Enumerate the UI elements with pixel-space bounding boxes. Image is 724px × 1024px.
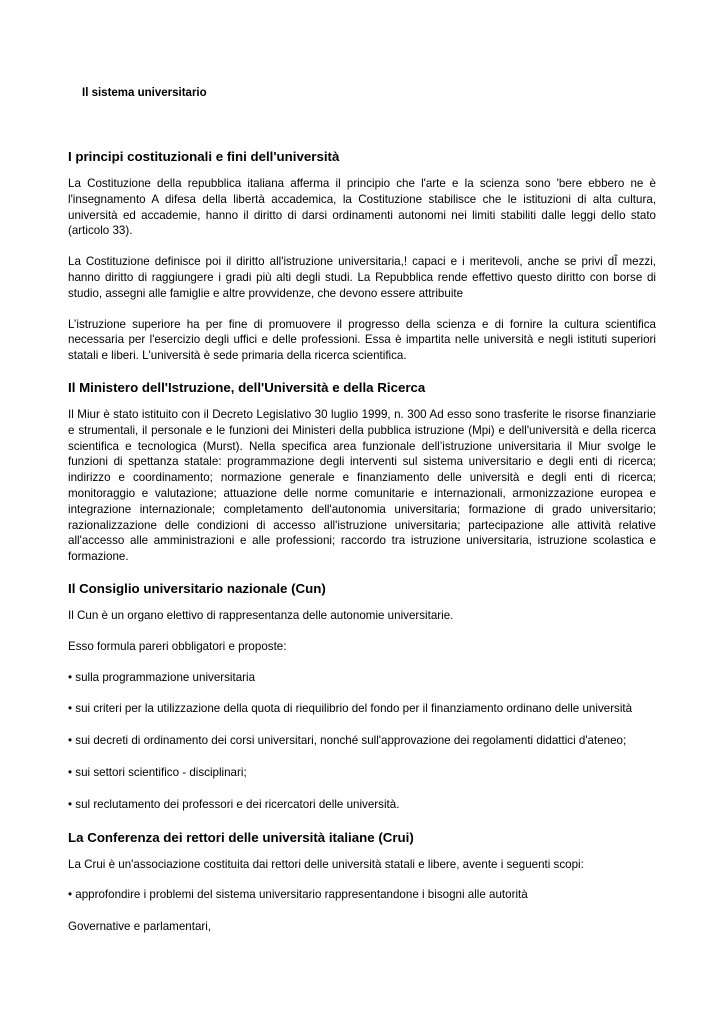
paragraph: La Crui è un'associazione costituita dai rettori delle università statali e libere, avente i seguenti scopi: bbox=[68, 857, 584, 871]
paragraph: Esso formula pareri obbligatori e proposte: bbox=[68, 639, 287, 653]
paragraph: La Costituzione della repubblica italiana afferma il principio che l'arte e la scienza sono 'bere ebbero ne è l'insegnamento A difesa della libertà accademica, la Costituzione stabilisce che le istituzioni di alta cultura, università ed accademie, hanno il diritto di darsi ordinamenti autonomi nei limiti stabiliti dalle leggi dello stato (articolo 33). bbox=[68, 177, 656, 238]
section-crui bbox=[68, 829, 656, 935]
document-body bbox=[68, 148, 656, 951]
list-item: • sui decreti di ordinamento dei corsi universitari, nonché sull'approvazione dei regolamenti didattici d'ateneo; bbox=[68, 734, 627, 748]
list-item: Governative e parlamentari, bbox=[68, 920, 212, 934]
section-ministero bbox=[68, 379, 656, 565]
paragraph: L’istruzione superiore ha per fine di promuovere il progresso della scienza e di fornire la cultura scientifica necessaria per l'esercizio degli uffici e delle professioni. Essa è impartita nelle università e negli istituti superiori statali e liberi. L'università è sede primaria della ricerca scientifica. bbox=[68, 317, 656, 363]
list-item: • sui criteri per la utilizzazione della quota di riequilibrio del fondo per il finanziamento ordinano delle università bbox=[68, 702, 633, 716]
section-heading: Il Ministero dell'Istruzione, dell'Università e della Ricerca bbox=[68, 379, 426, 395]
section-principi-costituzionali bbox=[68, 148, 656, 364]
document-title: Il sistema universitario bbox=[82, 87, 207, 99]
paragraph: Il Miur è stato istituito con il Decreto Legislativo 30 luglio 1999, n. 300 Ad esso sono trasferite le risorse finanziarie e strumentali, il personale e le funzioni dei Ministeri della pubblica istruzione (Mpi) e dell'università e della ricerca scientifica e tecnologica (Murst). Nella specifica area funzionale dell’istruzione universitaria il Miur svolge le funzioni di spettanza statale: programmazione degli interventi sul sistema universitario e degli enti di ricerca; indirizzo e coordinamento; normazione generale e finanziamento delle università e degli enti di ricerca; monitoraggio e valutazione; attuazione delle norme comunitarie e internazionali, armonizzazione europea e integrazione internazionale; completamento dell'autonomia universitaria; formazione di grado universitario; razionalizzazione delle condizioni di accesso all'istruzione universitaria; partecipazione alle attività relative all'accesso alle amministrazioni e alle professioni; raccordo tra istruzione universitaria, istruzione scolastica e formazione. bbox=[68, 407, 656, 564]
list-item: • approfondire i problemi del sistema universitario rappresentandone i bisogni alle autorità bbox=[68, 888, 528, 902]
list-item: • sul reclutamento dei professori e dei ricercatori delle università. bbox=[68, 797, 400, 811]
list-item: • sui settori scientifico - disciplinari; bbox=[68, 765, 247, 779]
list-item: • sulla programmazione universitaria bbox=[68, 670, 256, 684]
section-cun bbox=[68, 580, 656, 813]
paragraph: La Costituzione definisce poi il diritto all'istruzione universitaria,! capaci e i meritevoli, anche se privi dÎ mezzi, hanno diritto di raggiungere i gradi più alti degli studi. La Repubblica rende effettivo questo diritto con borse di studio, assegni alle famiglie e altre provvidenze, che devono essere attribuite bbox=[68, 255, 656, 300]
section-heading: I principi costituzionali e fini dell'università bbox=[68, 149, 340, 164]
section-heading: La Conferenza dei rettori delle università italiane (Crui) bbox=[68, 829, 414, 845]
paragraph: Il Cun è un organo elettivo di rappresentanza delle autonomie universitarie. bbox=[68, 608, 454, 622]
section-heading: Il Consiglio universitario nazionale (Cun) bbox=[68, 580, 326, 596]
